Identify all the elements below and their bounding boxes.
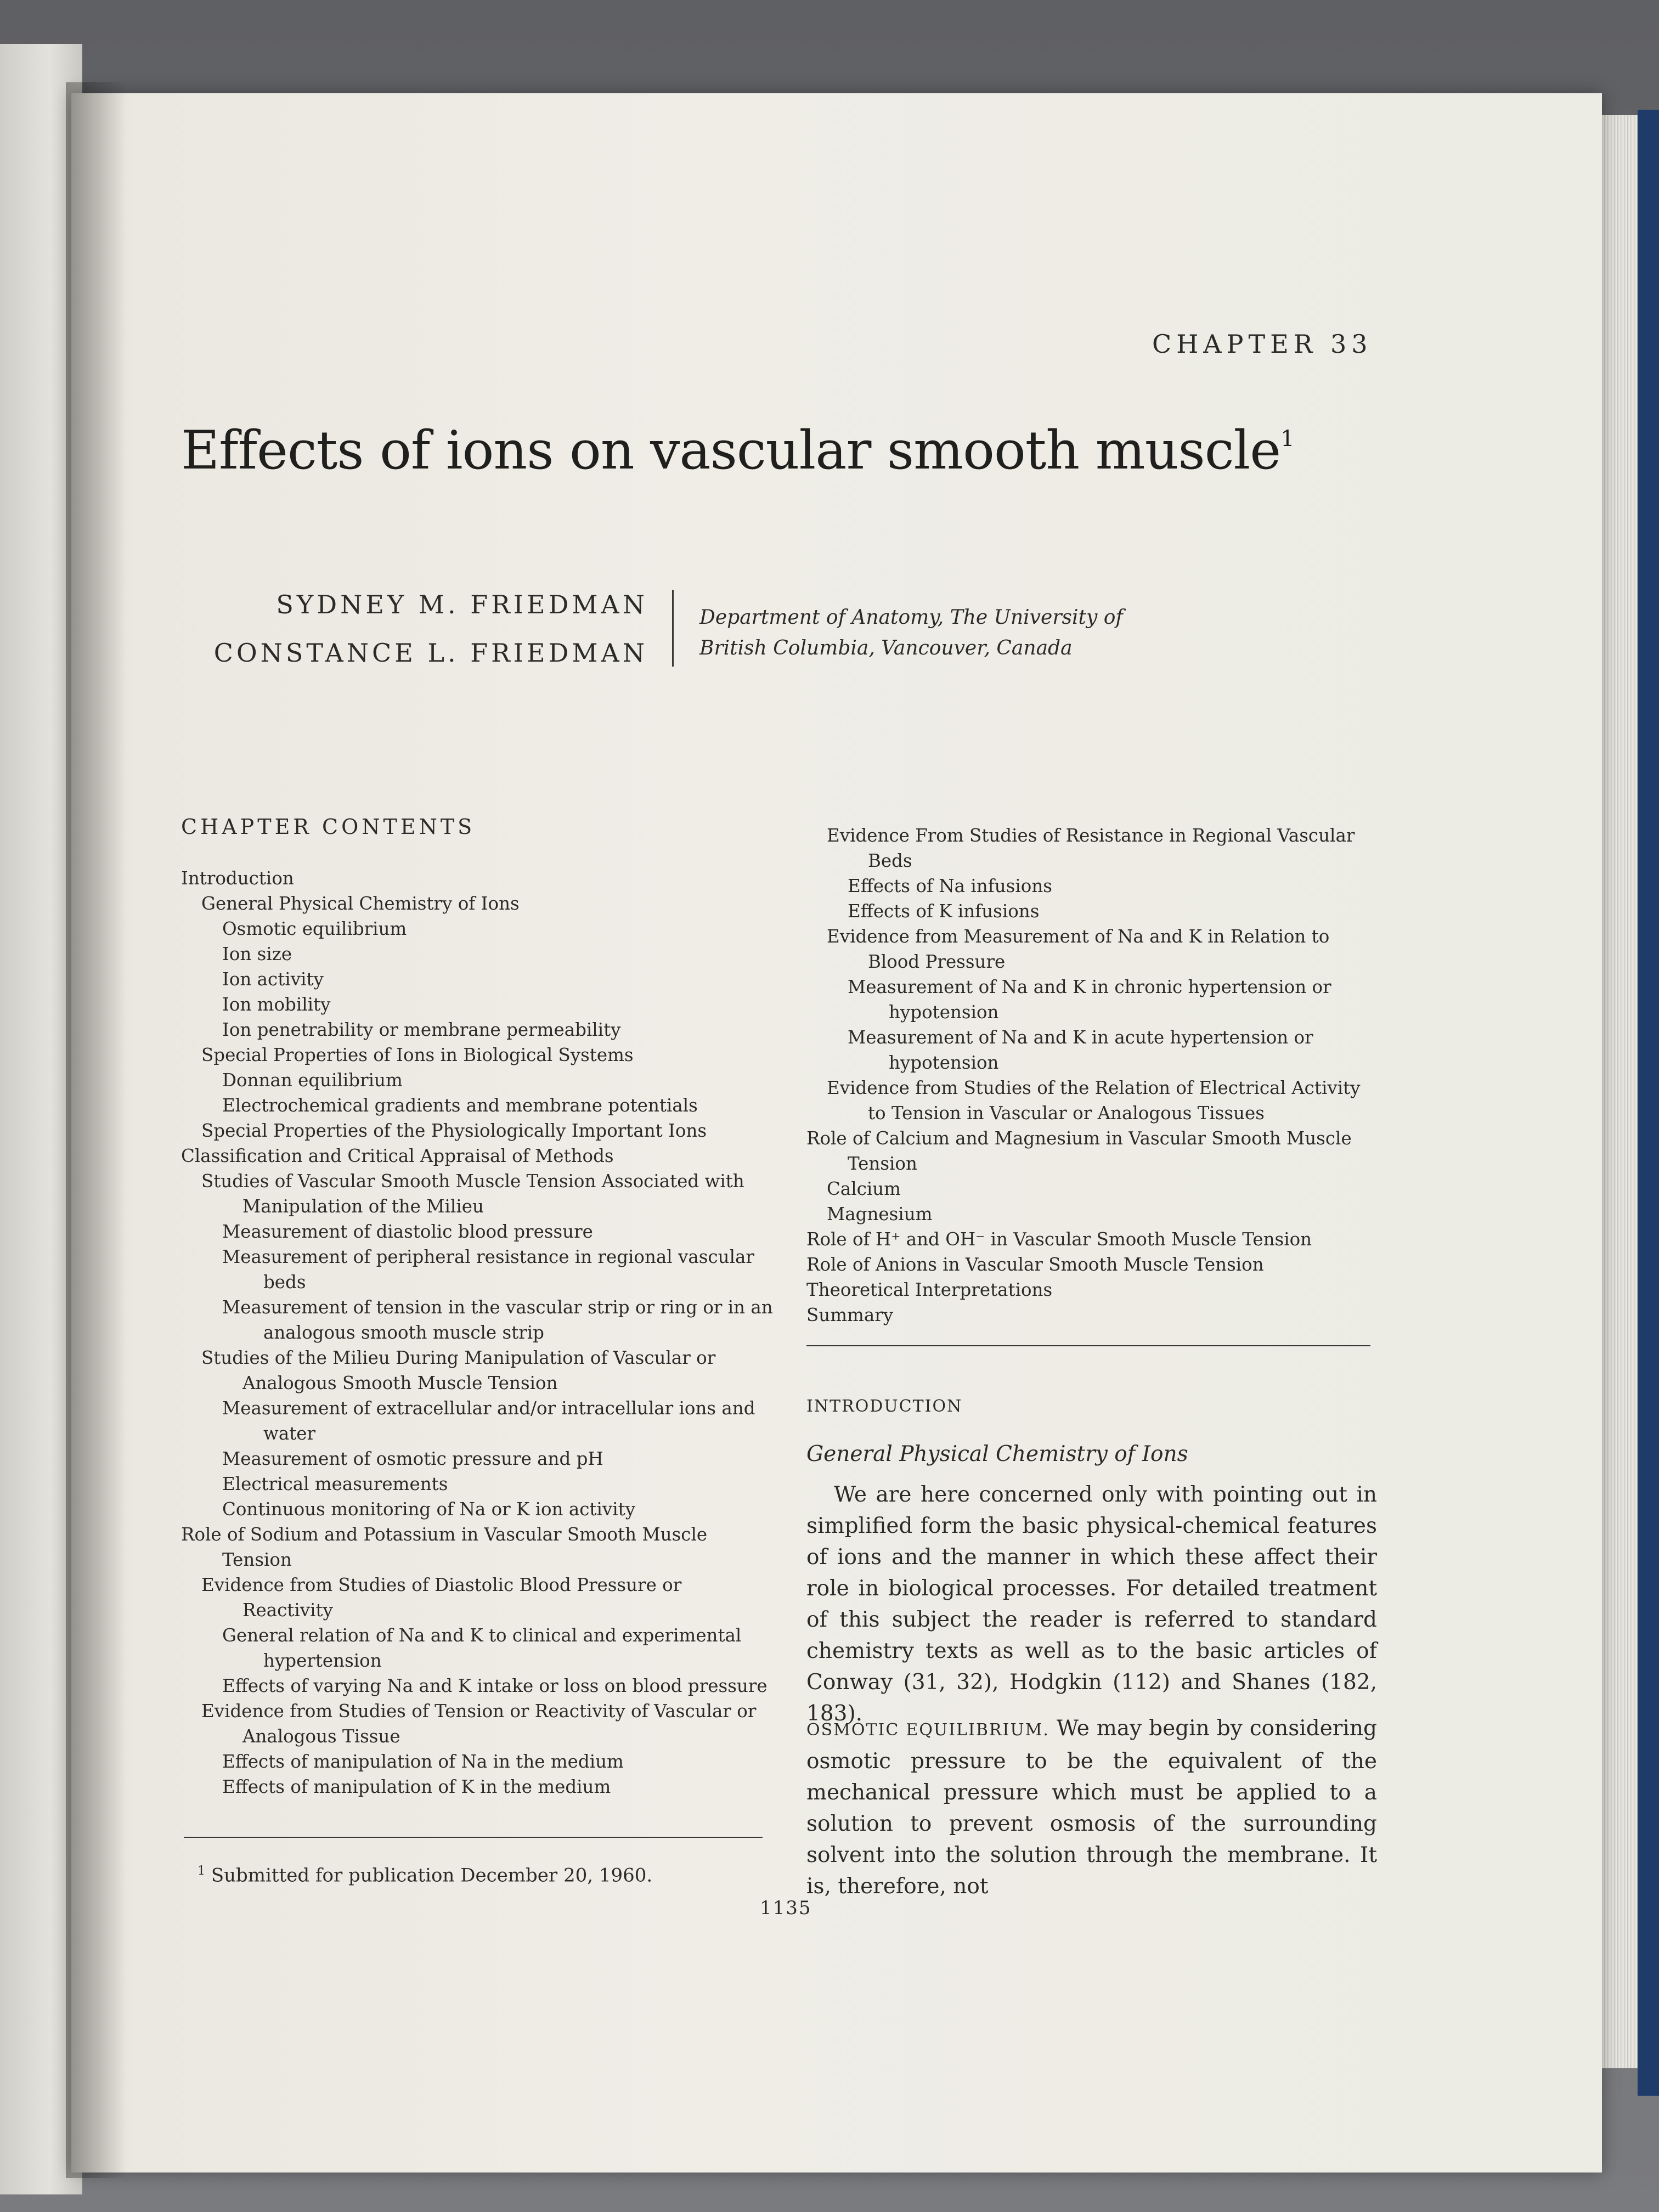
toc-entry: Measurement of Na and K in chronic hypertension or hypotension: [848, 977, 1331, 1023]
toc-entry: Ion activity: [222, 969, 324, 990]
toc-entry: Classification and Critical Appraisal of Methods: [181, 1146, 614, 1166]
contents-end-rule: [806, 1345, 1370, 1346]
toc-entry: Continuous monitoring of Na or K ion activity: [222, 1499, 636, 1520]
toc-entry: Osmotic equilibrium: [222, 918, 407, 939]
toc-entry: Measurement of diastolic blood pressure: [222, 1221, 593, 1242]
footnote-mark: 1: [198, 1864, 205, 1878]
toc-entry: Measurement of osmotic pressure and pH: [222, 1448, 603, 1469]
contents-heading: CHAPTER CONTENTS: [181, 815, 476, 839]
toc-entry: Summary: [806, 1305, 894, 1325]
table-of-contents-right: [806, 823, 1377, 1328]
toc-entry: Evidence From Studies of Resistance in Regional Vascular Beds: [827, 825, 1355, 871]
toc-entry: Role of Calcium and Magnesium in Vascular Smooth Muscle Tension: [806, 1128, 1352, 1174]
affiliation: [699, 602, 1123, 664]
toc-entry: General relation of Na and K to clinical and experimental hypertension: [222, 1625, 742, 1671]
toc-entry: Effects of manipulation of K in the medium: [222, 1776, 611, 1797]
toc-entry: Magnesium: [827, 1204, 933, 1224]
toc-entry: Studies of Vascular Smooth Muscle Tension Associated with Manipulation of the Milieu: [201, 1171, 744, 1217]
footnote: [198, 1864, 652, 1886]
title-footnote-mark: 1: [1280, 426, 1294, 452]
toc-entry: Donnan equilibrium: [222, 1070, 403, 1091]
body-paragraph: [806, 1713, 1377, 1902]
toc-entry: Measurement of Na and K in acute hypertension or hypotension: [848, 1027, 1313, 1073]
toc-entry: Ion size: [222, 944, 292, 964]
toc-entry: Ion penetrability or membrane permeability: [222, 1019, 621, 1040]
toc-entry: Role of H⁺ and OH⁻ in Vascular Smooth Muscle Tension: [806, 1229, 1312, 1250]
toc-entry: Effects of Na infusions: [848, 876, 1052, 896]
toc-entry: Role of Anions in Vascular Smooth Muscle Tension: [806, 1254, 1264, 1275]
table-of-contents-left: [181, 866, 774, 1799]
subsection-heading: General Physical Chemistry of Ions: [806, 1442, 1188, 1466]
paragraph-lead: OSMOTIC EQUILIBRIUM.: [806, 1720, 1049, 1740]
toc-entry: Effects of varying Na and K intake or loss on blood pressure: [222, 1675, 768, 1696]
toc-entry: Role of Sodium and Potassium in Vascular Smooth Muscle Tension: [181, 1524, 708, 1570]
toc-entry: Special Properties of the Physiologically Important Ions: [201, 1120, 707, 1141]
section-heading: INTRODUCTION: [806, 1397, 963, 1416]
toc-entry: General Physical Chemistry of Ions: [201, 893, 520, 914]
footnote-text: Submitted for publication December 20, 1960.: [211, 1864, 653, 1887]
author-list: [214, 580, 648, 677]
author-name: SYDNEY M. FRIEDMAN: [276, 590, 648, 619]
toc-entry: Special Properties of Ions in Biological Systems: [201, 1045, 634, 1065]
chapter-number: CHAPTER 33: [1152, 329, 1373, 359]
toc-entry: Evidence from Studies of Tension or Reactivity of Vascular or Analogous Tissue: [201, 1701, 757, 1747]
toc-entry: Evidence from Studies of Diastolic Blood Pressure or Reactivity: [201, 1575, 682, 1621]
toc-entry: Measurement of extracellular and/or intracellular ions and water: [222, 1398, 755, 1444]
toc-entry: Evidence from Studies of the Relation of Electrical Activity to Tension in Vascular or Analogous Tissues: [827, 1077, 1361, 1124]
paragraph-text: We may begin by considering osmotic pressure to be the equivalent of the mechanical pressure which must be applied to a solution to prevent osmosis of the surrounding solvent into the solution through the membrane. It is, therefore, not: [806, 1716, 1377, 1899]
spine-shadow: [66, 82, 126, 2178]
toc-entry: Studies of the Milieu During Manipulation of Vascular or Analogous Smooth Muscle Tension: [201, 1347, 716, 1393]
toc-entry: Measurement of peripheral resistance in regional vascular beds: [222, 1246, 754, 1293]
toc-entry: Evidence from Measurement of Na and K in Relation to Blood Pressure: [827, 926, 1330, 972]
book-cover-edge: [1638, 110, 1659, 2096]
affiliation-line: Department of Anatomy, The University of: [699, 606, 1123, 629]
article-title: [181, 420, 1294, 481]
body-paragraph: We are here concerned only with pointing out in simplified form the basic physical-chemical features of ions and the manner in which these affect their role in biological processes. For detailed treatment of this subject the reader is referred to standard chemistry texts as well as to the basic articles of Conway (31, 32), Hodgkin (112) and Shanes (182, 183).: [806, 1482, 1377, 1726]
toc-entry: Effects of manipulation of Na in the medium: [222, 1751, 624, 1772]
toc-entry: Effects of K infusions: [848, 901, 1040, 922]
toc-entry: Introduction: [181, 868, 294, 889]
toc-entry: Calcium: [827, 1178, 901, 1199]
author-name: CONSTANCE L. FRIEDMAN: [213, 638, 648, 668]
author-divider: [672, 590, 674, 667]
toc-entry: Measurement of tension in the vascular strip or ring or in an analogous smooth muscle strip: [222, 1297, 773, 1343]
title-text: Effects of ions on vascular smooth muscle: [181, 420, 1281, 481]
toc-entry: Ion mobility: [222, 994, 331, 1015]
toc-entry: Electrical measurements: [222, 1474, 448, 1494]
footnote-rule: [184, 1837, 763, 1838]
toc-entry: Theoretical Interpretations: [806, 1279, 1053, 1300]
toc-entry: Electrochemical gradients and membrane potentials: [222, 1095, 698, 1116]
page-number: 1135: [760, 1897, 812, 1919]
affiliation-line: British Columbia, Vancouver, Canada: [699, 637, 1073, 659]
